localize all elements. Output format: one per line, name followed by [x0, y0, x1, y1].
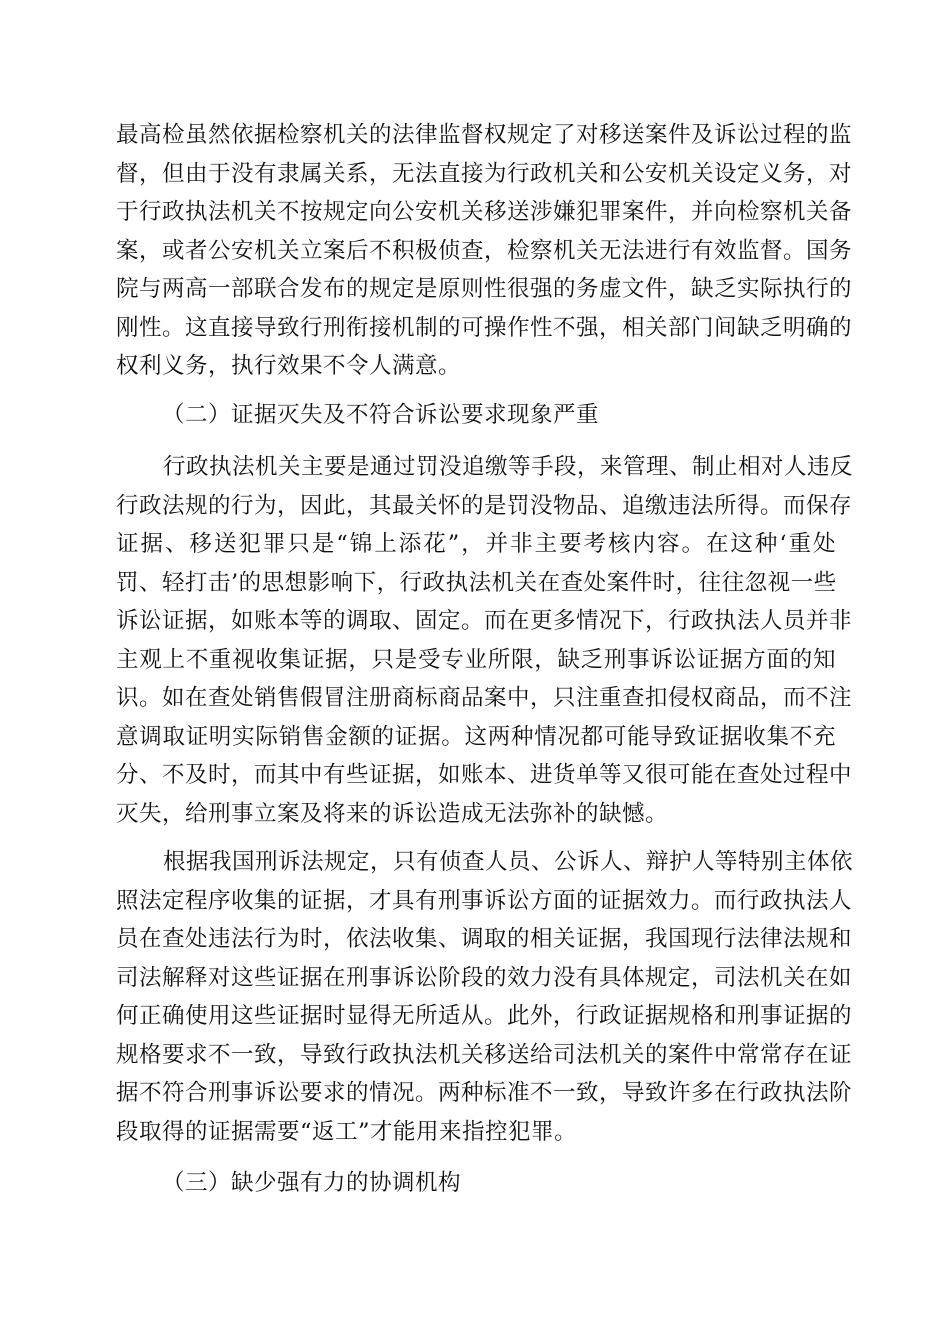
paragraph-line: 分、不及时，而其中有些证据，如账本、进货单等又很可能在查处过程中: [116, 762, 853, 788]
paragraph-line: 段取得的证据需要“返工”才能用来指控犯罪。: [116, 1118, 578, 1145]
paragraph-line: 证据、移送犯罪只是“锦上添花”，并非主要考核内容。在这种‘重处: [116, 531, 836, 557]
section-heading-2: （二）证据灭失及不符合诉讼要求现象严重: [162, 402, 600, 428]
paragraph-2: [116, 448, 854, 833]
paragraph-line: 督，但由于没有隶属关系，无法直接为行政机关和公安机关设定义务，对: [116, 160, 853, 187]
paragraph-line: 权利义务，执行效果不令人满意。: [116, 353, 462, 379]
paragraph-line: 诉讼证据，如账本等的调取、固定。而在更多情况下，行政执法人员并非: [116, 608, 853, 634]
paragraph-line: 据不符合刑事诉讼要求的情况。两种标准不一致，导致许多在行政执法阶: [116, 1080, 853, 1106]
paragraph-line: 院与两高一部联合发布的规定是原则性很强的务虚文件，缺乏实际执行的: [116, 276, 853, 302]
paragraph-line: 规格要求不一致，导致行政执法机关移送给司法机关的案件中常常存在证: [116, 1041, 853, 1068]
paragraph-line: 刚性。这直接导致行刑衔接机制的可操作性不强，相关部门间缺乏明确的: [116, 314, 853, 341]
paragraph-line: 案，或者公安机关立案后不积极侦查，检察机关无法进行有效监督。国务: [116, 237, 853, 264]
paragraph-line: 行政法规的行为，因此，其最关怀的是罚没物品、追缴违法所得。而保存: [116, 492, 853, 519]
paragraph-line: 意调取证明实际销售金额的证据。这两种情况都可能导致证据收集不充: [116, 723, 836, 750]
paragraph-line: 主观上不重视收集证据，只是受专业所限，缺乏刑事诉讼证据方面的知: [116, 646, 836, 673]
paragraph-line: 司法解释对这些证据在刑事诉讼阶段的效力没有具体规定，司法机关在如: [116, 964, 853, 991]
paragraph-line: 罚、轻打击’的思想影响下，行政执法机关在查处案件时，往往忽视一些: [116, 569, 837, 596]
paragraph-3: [116, 843, 854, 1151]
paragraph-line: 于行政执法机关不按规定向公安机关移送涉嫌犯罪案件，并向检察机关备: [116, 199, 853, 225]
paragraph-line: 最高检虽然依据检察机关的法律监督权规定了对移送案件及诉讼过程的监: [116, 122, 853, 148]
paragraph-line: 照法定程序收集的证据，才具有刑事诉讼方面的证据效力。而行政执法人: [116, 887, 853, 914]
section-heading-3: （三）缺少强有力的协调机构: [162, 1170, 462, 1196]
paragraph-line: 何正确使用这些证据时显得无所适从。此外，行政证据规格和刑事证据的: [116, 1003, 853, 1029]
paragraph-line: 员在查处违法行为时，依法收集、调取的相关证据，我国现行法律法规和: [116, 926, 853, 952]
paragraph-line: 行政执法机关主要是通过罚没追缴等手段，来管理、制止相对人违反: [163, 454, 854, 480]
paragraph-line: 灭失，给刑事立案及将来的诉讼造成无法弥补的缺憾。: [116, 800, 669, 827]
paragraph-line: 识。如在查处销售假冒注册商标商品案中，只注重查扣侵权商品，而不注: [116, 685, 853, 711]
paragraph-1: [116, 116, 853, 386]
paragraph-line: 根据我国刑诉法规定，只有侦查人员、公诉人、辩护人等特别主体依: [163, 849, 854, 875]
